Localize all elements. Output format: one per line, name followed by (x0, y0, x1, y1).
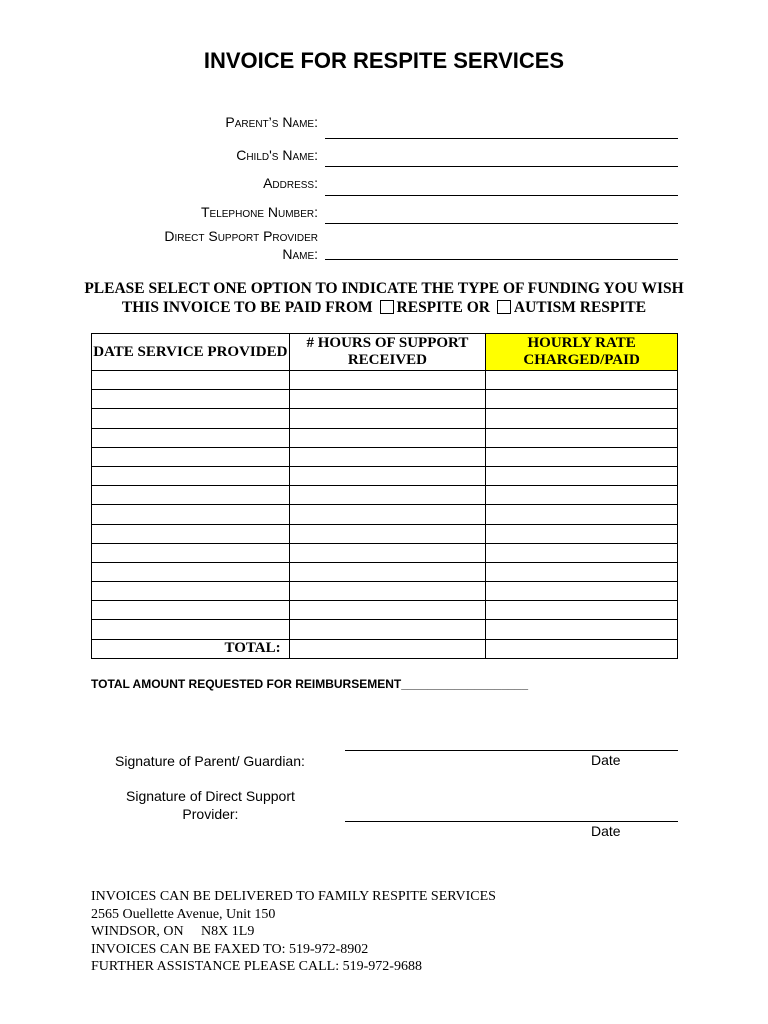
page-title: INVOICE FOR RESPITE SERVICES (203, 48, 565, 73)
total-cell[interactable] (289, 639, 486, 658)
funding-line1: PLEASE SELECT ONE OPTION TO INDICATE THE TYPE OF FUNDING YOU WISH (84, 280, 684, 297)
footer-contact (91, 888, 496, 976)
table-row (92, 505, 678, 524)
provider-signature-line[interactable] (345, 821, 678, 822)
table-cell[interactable] (289, 562, 486, 581)
funding-instructions (0, 279, 768, 317)
table-row (92, 428, 678, 447)
provider-signature-label-line2: Provider: (182, 806, 239, 822)
total-label: TOTAL: (92, 639, 290, 658)
table-cell[interactable] (92, 620, 290, 639)
table-cell[interactable] (92, 486, 290, 505)
table-row (92, 409, 678, 428)
date-service-header: DATE SERVICE PROVIDED (92, 334, 290, 371)
table-row (92, 562, 678, 581)
table-cell[interactable] (92, 524, 290, 543)
hours-support-header: # HOURS OF SUPPORT RECEIVED (289, 334, 486, 371)
table-cell[interactable] (486, 562, 678, 581)
hourly-rate-header: HOURLY RATE CHARGED/PAID (486, 334, 678, 371)
services-table (91, 333, 678, 659)
total-row (92, 639, 678, 658)
autism-respite-checkbox[interactable] (497, 300, 511, 314)
parent-signature-line[interactable] (345, 750, 678, 751)
table-cell[interactable] (92, 390, 290, 409)
funding-line2-prefix: THIS INVOICE TO BE PAID FROM (121, 299, 373, 316)
table-cell[interactable] (486, 447, 678, 466)
total-cell[interactable] (486, 639, 678, 658)
table-cell[interactable] (289, 447, 486, 466)
provider-name-label (164, 227, 318, 263)
respite-checkbox[interactable] (380, 300, 394, 314)
provider-signature-label (126, 787, 295, 823)
funding-line2 (0, 298, 768, 317)
table-cell[interactable] (92, 371, 290, 390)
table-row (92, 601, 678, 620)
table-cell[interactable] (289, 390, 486, 409)
table-cell[interactable] (486, 409, 678, 428)
table-cell[interactable] (289, 409, 486, 428)
table-cell[interactable] (486, 620, 678, 639)
table-cell[interactable] (92, 428, 290, 447)
respite-option-label: RESPITE OR (396, 299, 490, 316)
parent-signature-label: Signature of Parent/ Guardian: (115, 753, 305, 769)
table-cell[interactable] (92, 562, 290, 581)
table-row (92, 447, 678, 466)
table-row (92, 543, 678, 562)
footer-street: 2565 Ouellette Avenue, Unit 150 (91, 906, 276, 922)
child-name-field[interactable] (325, 166, 678, 167)
table-row (92, 582, 678, 601)
table-cell[interactable] (289, 524, 486, 543)
table-row (92, 371, 678, 390)
table-cell[interactable] (92, 409, 290, 428)
table-cell[interactable] (486, 601, 678, 620)
table-cell[interactable] (289, 582, 486, 601)
table-cell[interactable] (289, 466, 486, 485)
autism-respite-option-label: AUTISM RESPITE (513, 299, 647, 316)
table-row (92, 486, 678, 505)
reimbursement-total: TOTAL AMOUNT REQUESTED FOR REIMBURSEMENT___________________ (91, 677, 529, 691)
footer-city: WINDSOR, ON N8X 1L9 (91, 924, 255, 939)
table-row (92, 466, 678, 485)
table-cell[interactable] (289, 505, 486, 524)
parent-signature-date-label: Date (591, 752, 621, 768)
table-cell[interactable] (289, 543, 486, 562)
parent-name-field[interactable] (325, 138, 678, 139)
table-cell[interactable] (486, 466, 678, 485)
address-field[interactable] (325, 195, 678, 196)
footer-phone: FURTHER ASSISTANCE PLEASE CALL: 519-972-9688 (91, 959, 422, 974)
table-cell[interactable] (289, 601, 486, 620)
table-header-row (92, 334, 678, 371)
table-cell[interactable] (486, 371, 678, 390)
table-cell[interactable] (289, 620, 486, 639)
table-cell[interactable] (289, 371, 486, 390)
table-cell[interactable] (486, 524, 678, 543)
provider-name-label-line2: Name: (282, 246, 318, 262)
table-cell[interactable] (486, 582, 678, 601)
table-cell[interactable] (92, 447, 290, 466)
table-cell[interactable] (92, 543, 290, 562)
address-label: Address: (263, 175, 318, 191)
provider-signature-date-label: Date (591, 823, 621, 839)
table-row (92, 620, 678, 639)
footer-fax: INVOICES CAN BE FAXED TO: 519-972-8902 (91, 941, 369, 957)
footer-delivery: INVOICES CAN BE DELIVERED TO FAMILY RESPITE SERVICES (91, 889, 496, 904)
table-cell[interactable] (486, 505, 678, 524)
table-row (92, 390, 678, 409)
telephone-label: Telephone Number: (200, 204, 318, 220)
table-cell[interactable] (289, 428, 486, 447)
parent-name-label: Parent’s Name: (225, 114, 318, 130)
telephone-field[interactable] (325, 223, 678, 224)
table-cell[interactable] (92, 505, 290, 524)
table-row (92, 524, 678, 543)
provider-name-label-line1: Direct Support Provider (164, 228, 318, 244)
table-cell[interactable] (486, 428, 678, 447)
provider-name-field[interactable] (325, 259, 678, 260)
provider-signature-label-line1: Signature of Direct Support (126, 788, 295, 804)
table-cell[interactable] (289, 486, 486, 505)
table-cell[interactable] (92, 582, 290, 601)
table-cell[interactable] (486, 390, 678, 409)
table-cell[interactable] (92, 466, 290, 485)
table-cell[interactable] (486, 486, 678, 505)
table-cell[interactable] (486, 543, 678, 562)
child-name-label: Child's Name: (236, 147, 318, 163)
table-cell[interactable] (92, 601, 290, 620)
